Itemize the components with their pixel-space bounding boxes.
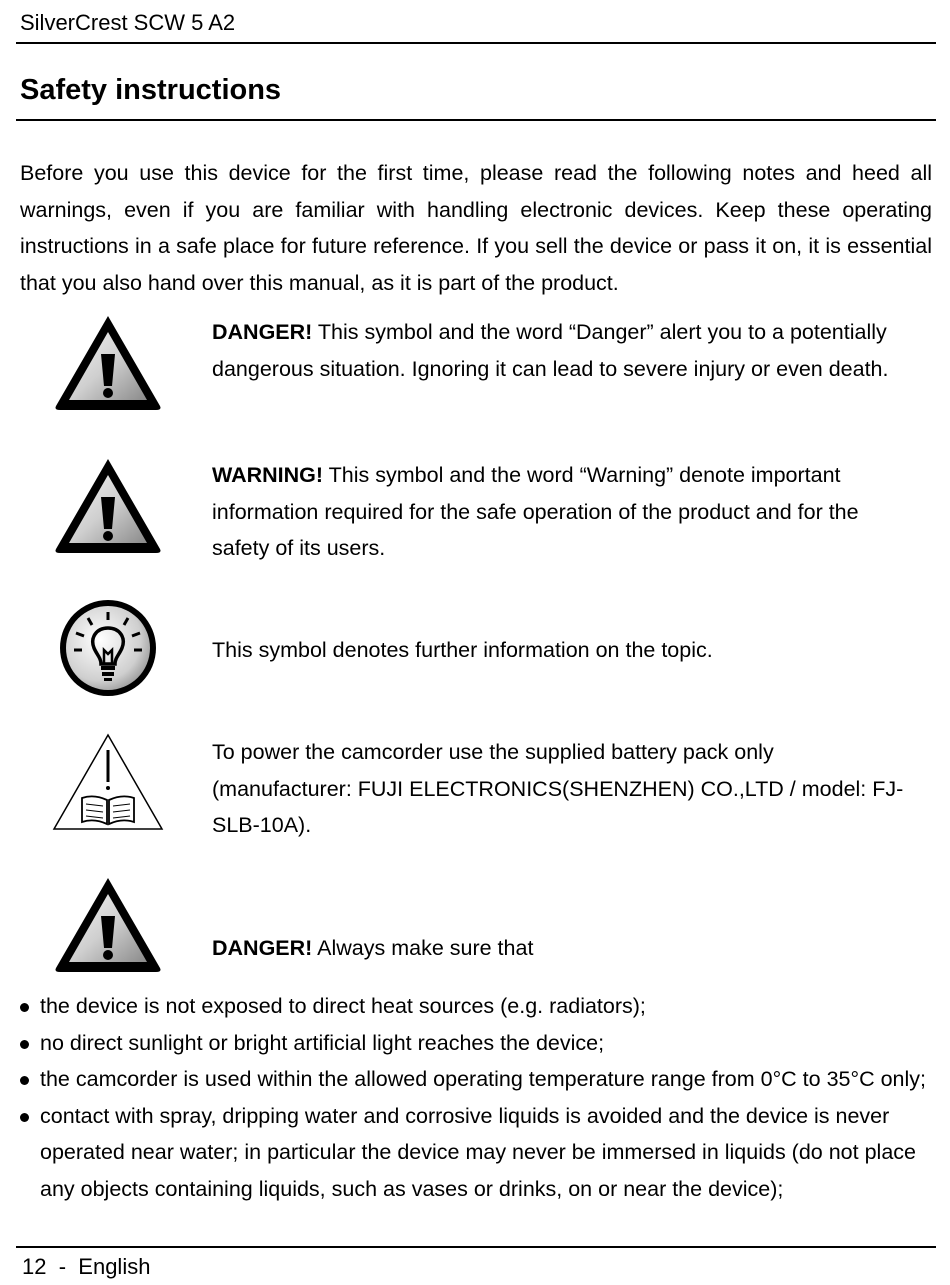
danger-note-text: This symbol and the word “Danger” alert you to a potentially dangerous situation. Ignoring it can lead to severe injury or even death. bbox=[212, 320, 889, 381]
footer-language: English bbox=[78, 1254, 151, 1279]
footer-separator: - bbox=[58, 1254, 67, 1279]
bullet-icon bbox=[20, 1003, 29, 1012]
bullet-icon bbox=[20, 1040, 29, 1049]
section-title: Safety instructions bbox=[20, 74, 282, 106]
info-note-text: This symbol denotes further information on the topic. bbox=[212, 638, 713, 662]
footer-divider bbox=[16, 1246, 936, 1248]
battery-note-text: To power the camcorder use the supplied battery pack only (manufacturer: FUJI ELECTRONICS(SHENZHEN) CO.,LTD / model: FJ-SLB-10A). bbox=[212, 740, 904, 837]
document-header: SilverCrest SCW 5 A2 bbox=[20, 10, 236, 35]
warning-note bbox=[212, 457, 917, 567]
danger-triangle-icon bbox=[52, 312, 164, 412]
danger-note bbox=[212, 314, 917, 387]
title-divider bbox=[16, 119, 936, 121]
bullet-icon bbox=[20, 1113, 29, 1122]
conditions-list bbox=[20, 988, 930, 1207]
danger-triangle-icon bbox=[52, 874, 164, 974]
header-divider bbox=[16, 42, 936, 44]
warning-label: WARNING! bbox=[212, 463, 324, 487]
battery-note bbox=[212, 734, 917, 844]
bullet-icon bbox=[20, 1076, 29, 1085]
warning-note-text: This symbol and the word “Warning” denote important information required for the safe operation of the product and for the safety of its users. bbox=[212, 463, 859, 560]
danger-label: DANGER! bbox=[212, 320, 313, 344]
list-item: contact with spray, dripping water and corrosive liquids is avoided and the device is never operated near water; in particular the device may never be immersed in liquids (do not place any objects containing liquids, such as vases or drinks, on or near the device); bbox=[20, 1098, 930, 1208]
info-note bbox=[212, 632, 917, 669]
list-item: no direct sunlight or bright artificial light reaches the device; bbox=[20, 1025, 930, 1062]
danger-conditions-text: Always make sure that bbox=[312, 936, 534, 960]
warning-triangle-icon bbox=[52, 455, 164, 555]
list-item: the camcorder is used within the allowed operating temperature range from 0°C to 35°C only; bbox=[20, 1061, 930, 1098]
danger-conditions-note bbox=[212, 930, 917, 967]
page-footer bbox=[22, 1254, 150, 1280]
intro-paragraph: Before you use this device for the first time, please read the following notes and heed all warnings, even if you are familiar with handling electronic devices. Keep these operating instructions in a safe place for future reference. If you sell the device or pass it on, it is essential that you also hand over this manual, as it is part of the product. bbox=[20, 161, 932, 295]
list-item: the device is not exposed to direct heat sources (e.g. radiators); bbox=[20, 988, 930, 1025]
lightbulb-info-icon bbox=[58, 598, 158, 698]
manual-warning-icon bbox=[52, 732, 164, 832]
page-number: 12 bbox=[22, 1254, 47, 1279]
danger-conditions-label: DANGER! bbox=[212, 936, 313, 960]
